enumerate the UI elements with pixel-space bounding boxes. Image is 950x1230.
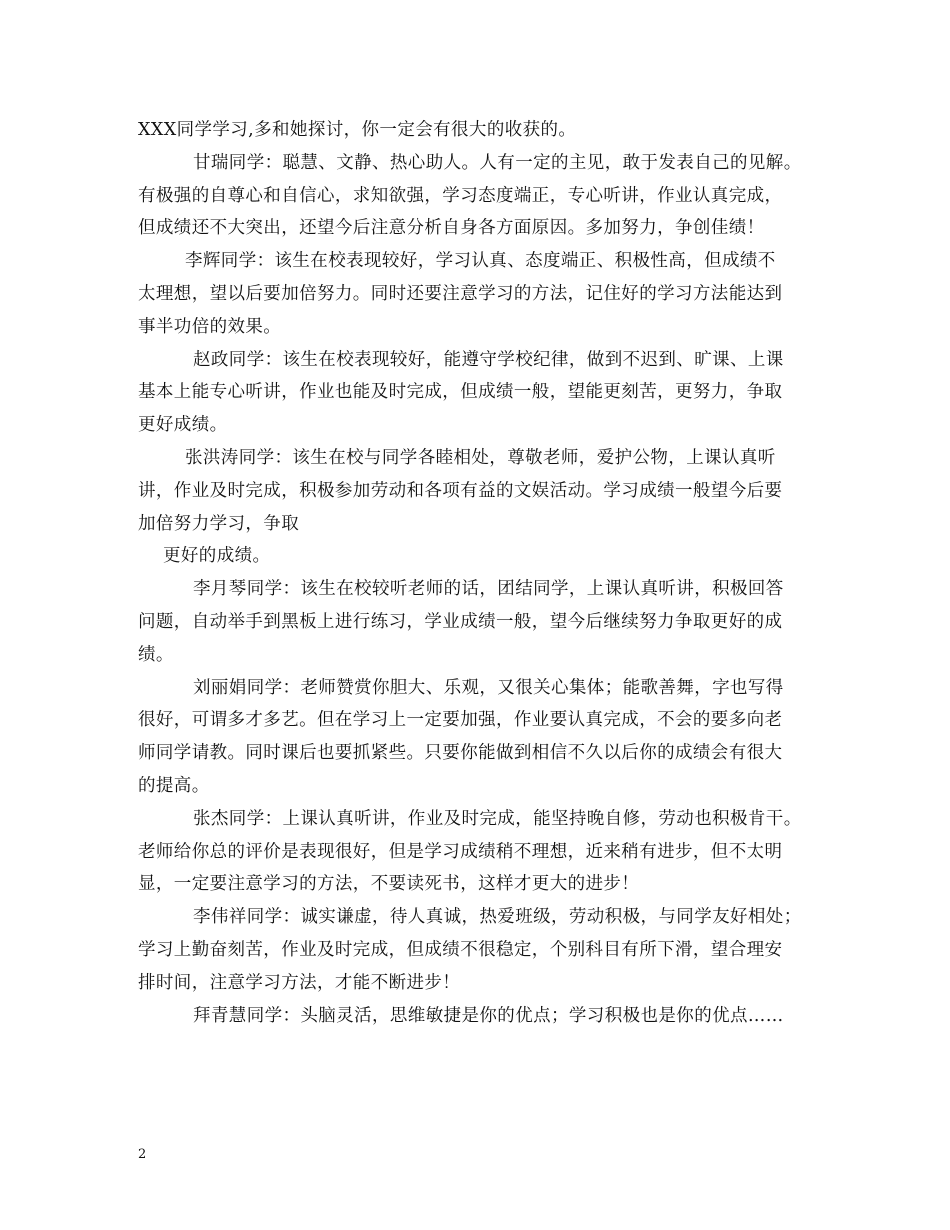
document-body bbox=[138, 114, 828, 1032]
text-line: 讲，作业及时完成，积极参加劳动和各项有益的文娱活动。学习成绩一般望今后要 bbox=[138, 480, 783, 501]
text-line: 排时间，注意学习方法，才能不断进步！ bbox=[138, 972, 461, 993]
text-line: 李伟祥同学：诚实谦虚，待人真诚，热爱班级，劳动积极，与同学友好相处； bbox=[193, 907, 802, 928]
text-line: 更好成绩。 bbox=[138, 415, 228, 436]
text-line: 问题，自动举手到黑板上进行练习，学业成绩一般，望今后继续努力争取更好的成 bbox=[138, 611, 783, 632]
text-line: 甘瑞同学：聪慧、文静、热心助人。人有一定的主见，敢于发表自己的见解。 bbox=[193, 152, 802, 173]
text-line: 刘丽娟同学：老师赞赏你胆大、乐观，又很关心集体；能歌善舞，字也写得 bbox=[193, 677, 784, 698]
text-line: 赵政同学：该生在校表现较好，能遵守学校纪律，做到不迟到、旷课、上课 bbox=[193, 349, 784, 370]
page-number: 2 bbox=[138, 1147, 147, 1162]
text-line: 很好，可谓多才多艺。但在学习上一定要加强，作业要认真完成，不会的要多向老 bbox=[138, 710, 783, 731]
text-line: 张杰同学：上课认真听讲，作业及时完成，能坚持晚自修，劳动也积极肯干。 bbox=[193, 808, 802, 829]
text-line: 事半功倍的效果。 bbox=[138, 316, 282, 337]
text-line: 李月琴同学：该生在校较听老师的话，团结同学，上课认真听讲，积极回答 bbox=[193, 579, 784, 600]
text-line: 显，一定要注意学习的方法，不要读死书，这样才更大的进步！ bbox=[138, 874, 640, 895]
text-line: 加倍努力学习，争取 bbox=[138, 513, 300, 534]
text-line: 基本上能专心听讲，作业也能及时完成，但成绩一般，望能更刻苦，更努力，争取 bbox=[138, 382, 783, 403]
text-line: 师同学请教。同时课后也要抓紧些。只要你能做到相信不久以后你的成绩会有很大 bbox=[138, 743, 783, 764]
text-line: 拜青慧同学：头脑灵活，思维敏捷是你的优点；学习积极也是你的优点…… bbox=[193, 1005, 784, 1026]
text-line: 的提高。 bbox=[138, 775, 210, 796]
text-line: 太理想，望以后要加倍努力。同时还要注意学习的方法，记住好的学习方法能达到 bbox=[138, 283, 783, 304]
text-line: 学习上勤奋刻苦，作业及时完成，但成绩不很稳定，个别科目有所下滑，望合理安 bbox=[138, 939, 783, 960]
text-line: 更好的成绩。 bbox=[163, 546, 271, 567]
text-line: 绩。 bbox=[138, 644, 174, 665]
text-line: XXX同学学习,多和她探讨，你一定会有很大的收获的。 bbox=[138, 120, 577, 140]
text-line: 但成绩还不大突出，还望今后注意分析自身各方面原因。多加努力，争创佳绩！ bbox=[138, 218, 765, 239]
text-line: 有极强的自尊心和自信心，求知欲强，学习态度端正，专心听讲，作业认真完成， bbox=[138, 185, 783, 206]
text-line: 张洪涛同学：该生在校与同学各睦相处，尊敬老师，爱护公物，上课认真听 bbox=[185, 447, 776, 468]
text-line: 老师给你总的评价是表现很好，但是学习成绩稍不理想，近来稍有进步，但不太明 bbox=[138, 841, 783, 862]
text-line: 李辉同学：该生在校表现较好，学习认真、态度端正、积极性高，但成绩不 bbox=[185, 251, 776, 272]
